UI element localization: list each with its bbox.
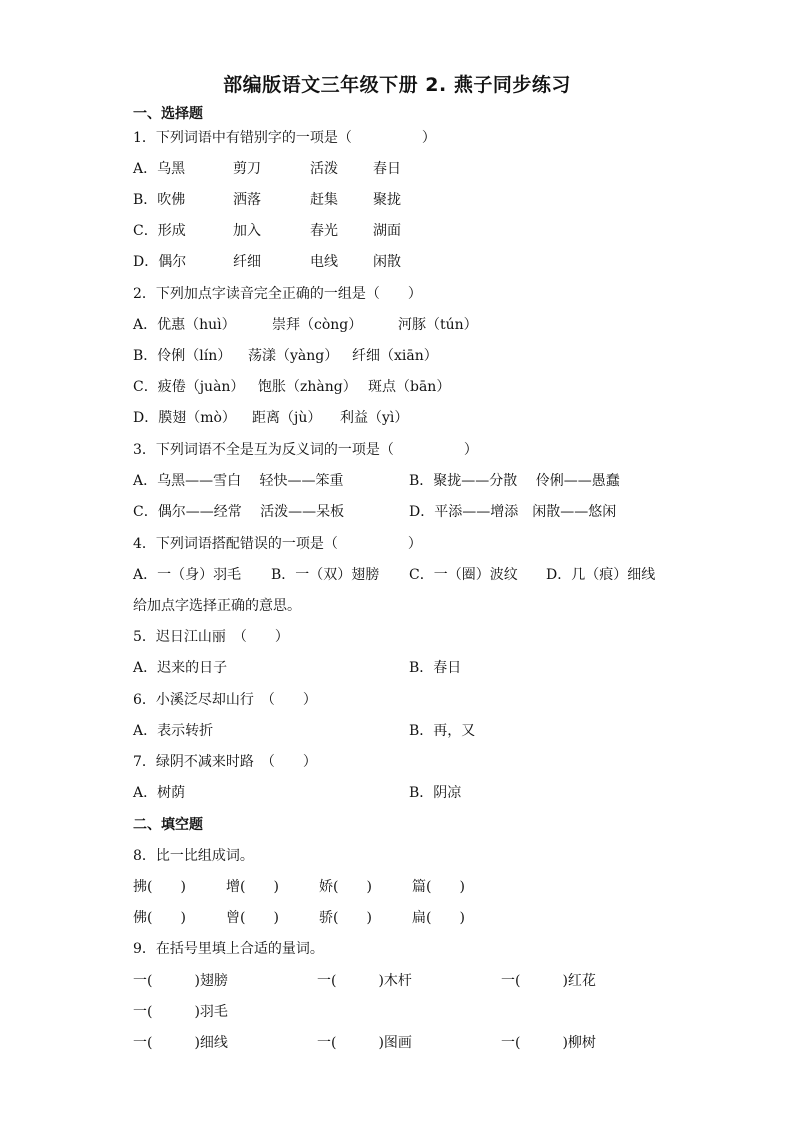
section-choice-heading: 一、选择题: [133, 106, 203, 122]
page-title: 部编版语文三年级下册 2. 燕子同步练习: [223, 74, 571, 96]
q1-option-a: A．乌黑: [133, 161, 186, 177]
q2-option-d-word3: 利益（yì）: [340, 410, 409, 426]
q8-blank: 佛( ): [133, 910, 186, 926]
question-9-stem: 9．在括号里填上合适的量词。: [133, 941, 324, 957]
q1-option-d: D．偶尔: [133, 254, 187, 270]
question-1-stem: 1．下列词语中有错别字的一项是（ ）: [133, 130, 436, 146]
q8-blank: 增( ): [226, 879, 279, 895]
q8-blank: 曾( ): [226, 910, 279, 926]
q1-option-d-word2: 纤细: [233, 254, 261, 270]
q1-option-b-word3: 赶集: [310, 192, 338, 208]
q1-option-a-word4: 春日: [373, 161, 401, 177]
q6-option-a: A．表示转折: [133, 723, 214, 739]
q9-blank: 一( )红花: [501, 973, 596, 989]
q9-blank: 一( )图画: [317, 1035, 412, 1051]
q3-option-b: B．聚拢——分散 伶俐——愚蠢: [409, 473, 620, 489]
q2-option-c: C．疲倦（juàn）: [133, 379, 245, 395]
q1-option-c-word4: 湖面: [373, 223, 401, 239]
section-fill-heading: 二、填空题: [133, 817, 203, 833]
question-7-stem: 7．绿阴不减来时路 （ ）: [133, 754, 317, 770]
q4-option-c: C．一（圈）波纹: [409, 567, 518, 583]
instruction-text: 给加点字选择正确的意思。: [133, 598, 301, 614]
q8-blank: 篇( ): [412, 879, 465, 895]
q9-blank: 一( )木杆: [317, 973, 412, 989]
q1-option-c: C．形成: [133, 223, 186, 239]
q1-option-d-word4: 闲散: [373, 254, 401, 270]
q2-option-c-word3: 斑点（bān）: [368, 379, 451, 395]
q7-option-b: B．阴凉: [409, 785, 462, 801]
q8-blank: 拂( ): [133, 879, 186, 895]
q4-option-a: A．一（身）羽毛: [133, 567, 242, 583]
q9-blank: 一( )柳树: [501, 1035, 596, 1051]
q6-option-b: B．再，又: [409, 723, 476, 739]
question-5-stem: 5．迟日江山丽 （ ）: [133, 629, 289, 645]
q9-blank: 一( )羽毛: [133, 1004, 228, 1020]
q3-option-d: D．平添——增添 闲散——悠闲: [409, 504, 617, 520]
q5-option-b: B．春日: [409, 660, 462, 676]
question-6-stem: 6．小溪泛尽却山行 （ ）: [133, 692, 317, 708]
q4-option-b: B．一（双）翅膀: [271, 567, 380, 583]
q2-option-b-word2: 荡漾（yàng）: [248, 348, 339, 364]
q8-blank: 骄( ): [319, 910, 372, 926]
q1-option-c-word3: 春光: [310, 223, 338, 239]
q3-option-c: C．偶尔——经常 活泼——呆板: [133, 504, 345, 520]
q2-option-d-word2: 距离（jù）: [252, 410, 322, 426]
q2-option-a: A．优惠（huì）: [133, 317, 236, 333]
q1-option-a-word3: 活泼: [310, 161, 338, 177]
q2-option-a-word2: 崇拜（còng）: [272, 317, 363, 333]
q2-option-c-word2: 饱胀（zhàng）: [258, 379, 357, 395]
q5-option-a: A．迟来的日子: [133, 660, 228, 676]
q8-blank: 扁( ): [412, 910, 465, 926]
question-2-stem: 2．下列加点字读音完全正确的一组是（ ）: [133, 286, 422, 302]
q2-option-d: D．膜翅（mò）: [133, 410, 236, 426]
q1-option-b-word2: 洒落: [233, 192, 261, 208]
q1-option-b-word4: 聚拢: [373, 192, 401, 208]
q2-option-b-word3: 纤细（xiān）: [352, 348, 438, 364]
q1-option-d-word3: 电线: [310, 254, 338, 270]
question-3-stem: 3．下列词语不全是互为反义词的一项是（ ）: [133, 442, 478, 458]
q3-option-a: A．乌黑——雪白 轻快——笨重: [133, 473, 344, 489]
q9-blank: 一( )细线: [133, 1035, 228, 1051]
question-8-stem: 8．比一比组成词。: [133, 848, 254, 864]
q8-blank: 娇( ): [319, 879, 372, 895]
q1-option-b: B．吹佛: [133, 192, 186, 208]
question-4-stem: 4．下列词语搭配错误的一项是（ ）: [133, 536, 422, 552]
q4-option-d: D．几（痕）细线: [546, 567, 656, 583]
q1-option-c-word2: 加入: [233, 223, 261, 239]
q7-option-a: A．树荫: [133, 785, 186, 801]
q2-option-b: B．伶俐（lín）: [133, 348, 232, 364]
q9-blank: 一( )翅膀: [133, 973, 228, 989]
q2-option-a-word3: 河豚（tún）: [398, 317, 478, 333]
q1-option-a-word2: 剪刀: [233, 161, 261, 177]
